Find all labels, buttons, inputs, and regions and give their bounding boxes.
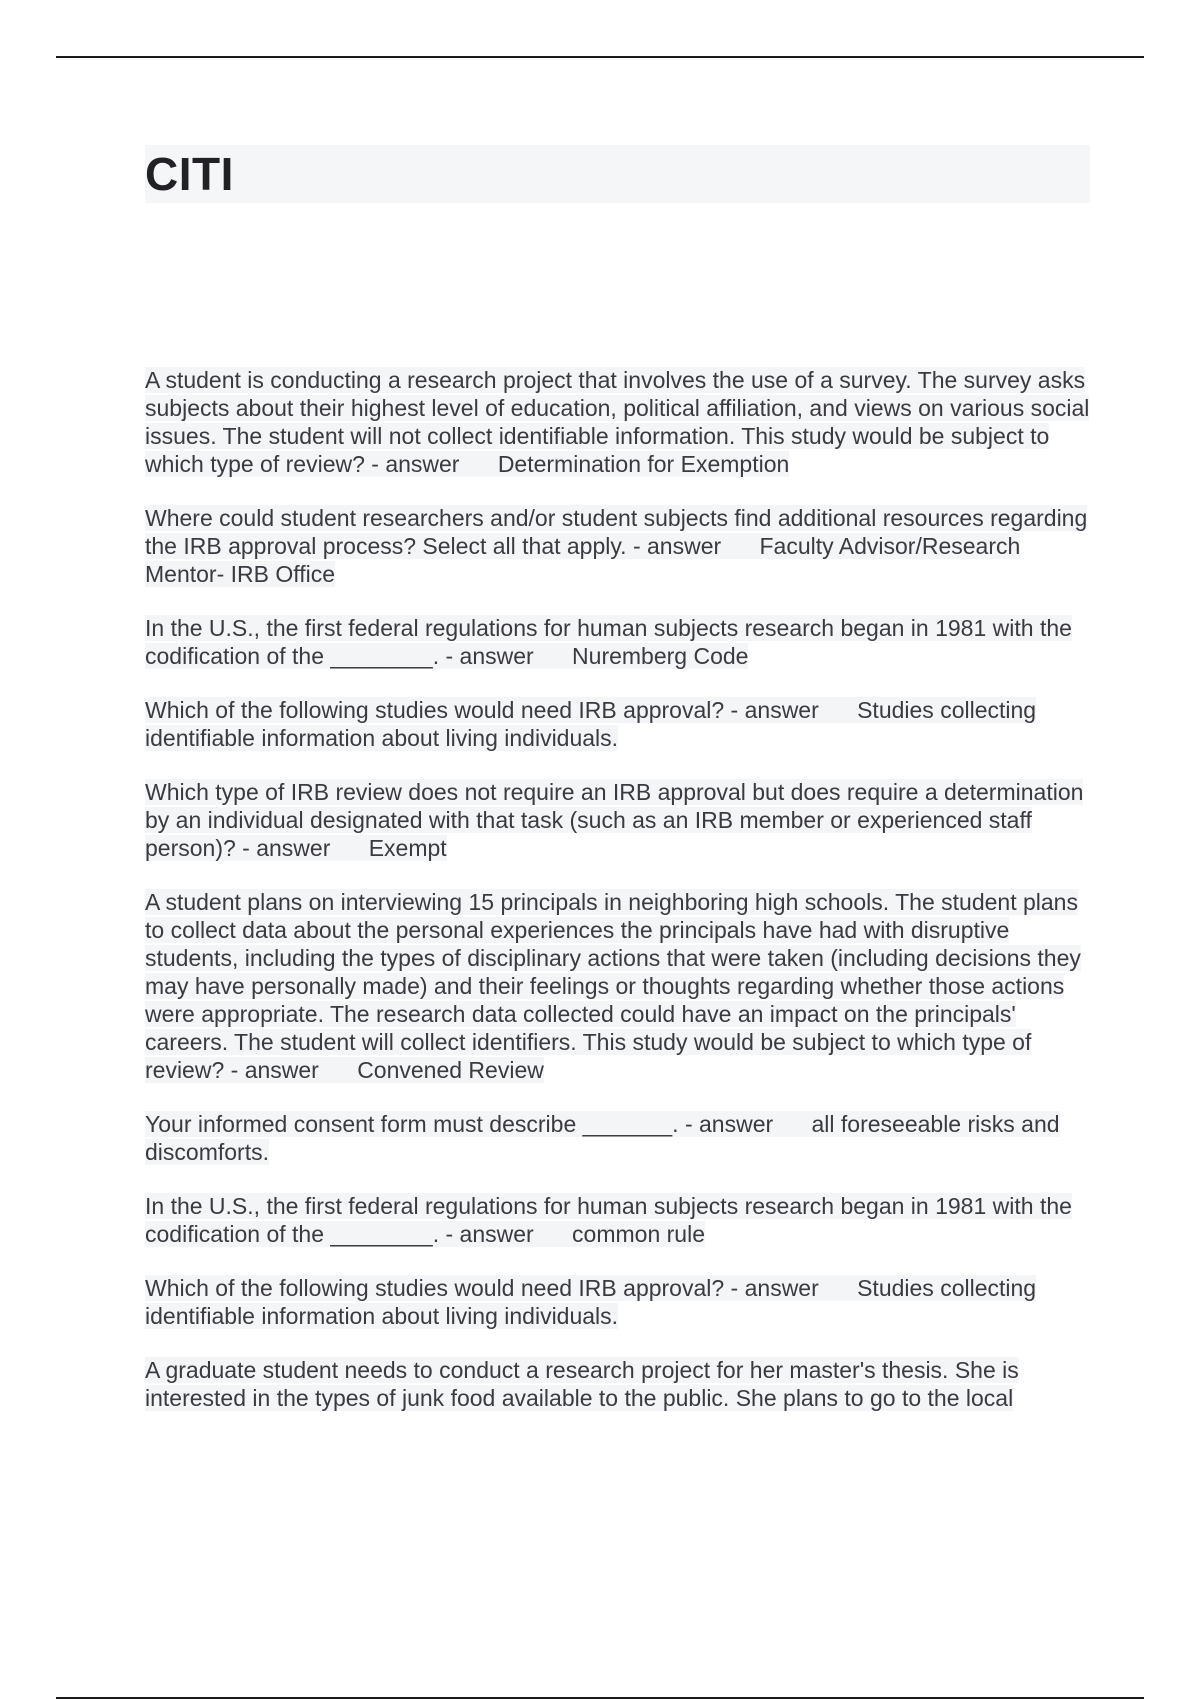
question-text: A graduate student needs to conduct a research project for her master's thesis. She is interested in the types of junk food available to the public. She plans to go to the local — [145, 1357, 1019, 1411]
answer-text: Determination for Exemption — [497, 451, 790, 477]
answer-text: Studies collecting identifiable information about living individuals. — [145, 1275, 1037, 1329]
answer-text: common rule — [572, 1221, 705, 1247]
question-text: Where could student researchers and/or student subjects find additional resources regarding the IRB approval process? Select all that apply. - answer — [145, 505, 1088, 559]
bottom-rule — [56, 1697, 1144, 1699]
question-text: Which of the following studies would need IRB approval? - answer — [145, 697, 819, 723]
qa-item — [145, 614, 1090, 670]
top-rule — [56, 56, 1144, 58]
qa-list — [145, 366, 1090, 1438]
title-bar — [145, 145, 1090, 203]
qa-item — [145, 696, 1090, 752]
question-text: A student plans on interviewing 15 principals in neighboring high schools. The student plans to collect data about the personal experiences the principals have had with disruptive students, including the types of disciplinary actions that were taken (including decisions they may have personally made) and their feelings or thoughts regarding whether those actions were appropriate. The research data collected could have an impact on the principals' careers. The student will collect identifiers. This study would be subject to which type of review? - answer — [145, 889, 1081, 1083]
document-title: CITI — [145, 148, 234, 200]
question-text: In the U.S., the first federal regulations for human subjects research began in 1981 with the codification of the ________. - answer — [145, 1193, 1072, 1247]
answer-text: Nuremberg Code — [572, 643, 749, 669]
qa-item — [145, 888, 1090, 1084]
answer-text: Faculty Advisor/Research Mentor- IRB Office — [145, 533, 1021, 587]
qa-item — [145, 1356, 1090, 1412]
question-text: Which of the following studies would need IRB approval? - answer — [145, 1275, 819, 1301]
question-text: A student is conducting a research project that involves the use of a survey. The survey asks subjects about their highest level of education, political affiliation, and views on various social issues. The student will not collect identifiable information. This study would be subject to which type of review? - answer — [145, 367, 1090, 477]
question-text: In the U.S., the first federal regulations for human subjects research began in 1981 with the codification of the ________. - answer — [145, 615, 1072, 669]
qa-item — [145, 1192, 1090, 1248]
answer-text: Exempt — [368, 835, 447, 861]
qa-item — [145, 504, 1090, 588]
answer-text: Studies collecting identifiable information about living individuals. — [145, 697, 1037, 751]
qa-item — [145, 1110, 1090, 1166]
qa-item — [145, 1274, 1090, 1330]
answer-text: Convened Review — [357, 1057, 544, 1083]
qa-item — [145, 778, 1090, 862]
qa-item — [145, 366, 1090, 478]
question-text: Which type of IRB review does not require an IRB approval but does require a determination by an individual designated with that task (such as an IRB member or experienced staff person)? - answer — [145, 779, 1084, 861]
question-text: Your informed consent form must describe _______. - answer — [145, 1111, 774, 1137]
answer-text: all foreseeable risks and discomforts. — [145, 1111, 1060, 1165]
